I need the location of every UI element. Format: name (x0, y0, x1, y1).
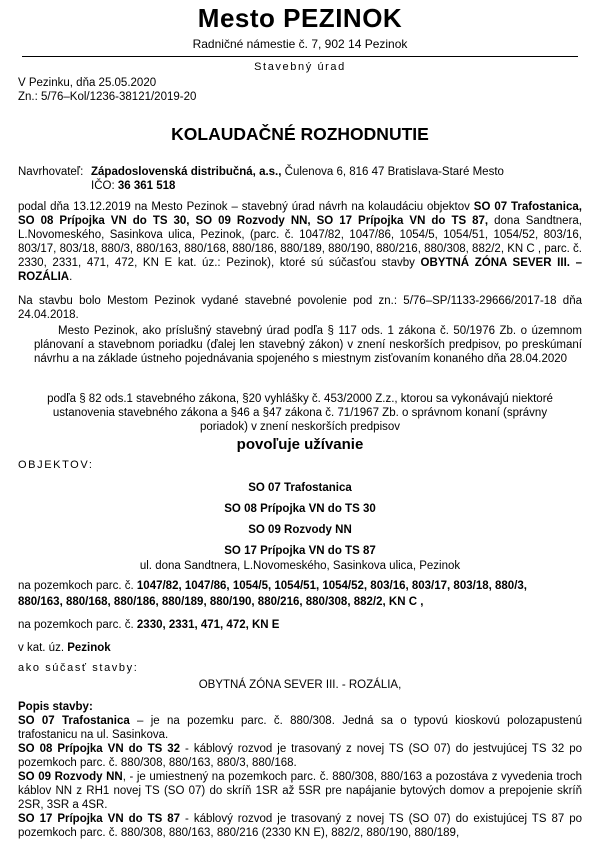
cadastre-value: Pezinok (67, 642, 111, 654)
municipality-title: Mesto PEZINOK (197, 3, 403, 33)
description-so08 (18, 742, 582, 770)
parcels-e-values: 2330, 2331, 471, 472, KN E (136, 619, 280, 631)
ico-value: 36 361 518 (117, 180, 176, 192)
applicant-line (91, 165, 504, 179)
objects-label: OBJEKTOV: (18, 459, 94, 471)
paragraph-permit: Na stavbu bolo Mestom Pezinok vydané stavebné povolenie pod zn.: 5/76–SP/1133-29666/2017-18 dňa 24.04.2018. (18, 295, 582, 321)
object-streets: ul. dona Sandtnera, L.Novomeského, Sasinkova ulica, Pezinok (139, 560, 461, 572)
desc-so09-name: SO 09 Rozvody NN (18, 771, 123, 783)
applicant-name: Západoslovenská distribučná, a.s., (91, 166, 282, 178)
p1-text-1: podal dňa 13.12.2019 na Mesto Pezinok – stavebný úrad návrh na kolaudáciu objektov (18, 201, 474, 213)
object-so09: SO 09 Rozvody NN (248, 524, 352, 536)
p1-text-2: dona Sandtnera, L.Novomeského, Sasinkova ulica, Pezinok, (parc. č. 1047/82, 1047/86, 1054/5, 1054/51, 1054/52, 803/16, 803/17, 803/18, 880/3, 880/163, 880/168, 880/186, 880/189, 880/190, 880/216, 880/308, 882/2, KN C , parc. č. 2330, 2331, 471, 472, KN E kat. úz.: Pezinok), ktoré sú súčasťou stavby (18, 215, 582, 269)
cadastre-prefix: v kat. úz. (18, 642, 68, 654)
p1-objects: SO 07 Trafostanica, SO 08 Prípojka VN do TS 30, SO 09 Rozvody NN, SO 17 Prípojka VN do TS 87, (18, 201, 582, 227)
p1-text-3: . (69, 271, 73, 283)
object-so07: SO 07 Trafostanica (248, 482, 352, 494)
paragraph-legal-basis: podľa § 82 ods.1 stavebného zákona, §20 vyhlášky č. 453/2000 Z.z., ktorou sa vykonávajú niektoré ustanovenia stavebného zákona a §46 a §47 zákona č. 71/1967 Zb. o správnom konaní (správny poriadok) v znení neskorších predpisov (47, 393, 553, 433)
description-so09 (18, 770, 582, 812)
parcels-e-prefix: na pozemkoch parc. č. (18, 619, 137, 631)
part-of-label: ako súčasť stavby: (18, 662, 139, 674)
applicant-label: Navrhovateľ: (18, 166, 84, 178)
applicant-ico (91, 179, 175, 193)
parcels-c-line1 (18, 579, 527, 593)
municipality-address: Radničné námestie č. 7, 902 14 Pezinok (192, 37, 408, 51)
building-name: OBYTNÁ ZÓNA SEVER III. - ROZÁLIA, (198, 679, 402, 691)
desc-so17-name: SO 17 Prípojka VN do TS 87 (18, 813, 181, 825)
applicant-address: Čulenova 6, 816 47 Bratislava-Staré Mesto (284, 166, 504, 178)
paragraph-application (18, 200, 582, 284)
decision-heading: povoľuje užívanie (236, 436, 364, 453)
ico-label: IČO: (91, 180, 115, 192)
place-date: V Pezinku, dňa 25.05.2020 (18, 77, 157, 89)
cadastre-line (18, 641, 111, 655)
document-title: KOLAUDAČNÉ ROZHODNUTIE (171, 124, 429, 144)
parcels-e-line (18, 618, 279, 632)
paragraph-authority: Mesto Pezinok, ako príslušný stavebný úrad podľa § 117 ods. 1 zákona č. 50/1976 Zb. o územnom plánovaní a stavebnom poriadku (ďalej len stavebný zákon) v znení neskorších predpisov, po preskúmaní návrhu a na základe ústneho pojednávania spojeného s miestnym zisťovaním konaného dňa 28.04.2020 (34, 325, 582, 365)
desc-so08-text: - káblový rozvod je trasovaný z novej TS (SO 07) do jestvujúcej TS 32 po pozemkoch parc. č. 880/308, 880/163, 880/3, 880/168. (18, 743, 582, 769)
desc-so07-text: – je na pozemku parc. č. 880/308. Jedná sa o typovú kioskovú polozapustenú trafostanicu na ul. Sasinkova. (18, 715, 582, 741)
parcels-c-values-2: 880/163, 880/168, 880/186, 880/189, 880/190, 880/216, 880/308, 882/2, KN C , (18, 596, 424, 608)
description-title: Popis stavby: (18, 701, 93, 713)
desc-so17-text: - káblový rozvod je trasovaný z novej TS (SO 07) do existujúcej TS 87 po pozemkoch parc. č. 880/308, 880/163, 880/216 (2330 KN E), 882/2, 880/190, 880/189, (18, 813, 582, 839)
desc-so07-name: SO 07 Trafostanica (18, 715, 130, 727)
desc-so09-text: , - je umiestnený na pozemkoch parc. č. 880/308, 880/163 a pozostáva z vyvedenia troch káblov NN z RH1 novej TS (SO 07) do skríň 1SR až 5SR pre napájanie bytových domov a prepojenie skríň 2SR, 3SR a 4SR. (18, 771, 582, 811)
object-so17: SO 17 Prípojka VN do TS 87 (224, 545, 376, 557)
header-rule (22, 56, 578, 57)
reference-number: Zn.: 5/76–Kol/1236-38121/2019-20 (18, 91, 197, 103)
desc-so08-name: SO 08 Prípojka VN do TS 32 (18, 743, 181, 755)
object-so08: SO 08 Prípojka VN do TS 30 (224, 503, 376, 515)
description-so17 (18, 812, 582, 840)
parcels-c-prefix: na pozemkoch parc. č. (18, 580, 137, 592)
p1-building: OBYTNÁ ZÓNA SEVER III. – ROZÁLIA (18, 257, 583, 283)
parcels-c-values-1: 1047/82, 1047/86, 1054/5, 1054/51, 1054/52, 803/16, 803/17, 803/18, 880/3, (136, 580, 527, 592)
description-so07 (18, 714, 582, 742)
office-name: Stavebný úrad (254, 61, 346, 73)
